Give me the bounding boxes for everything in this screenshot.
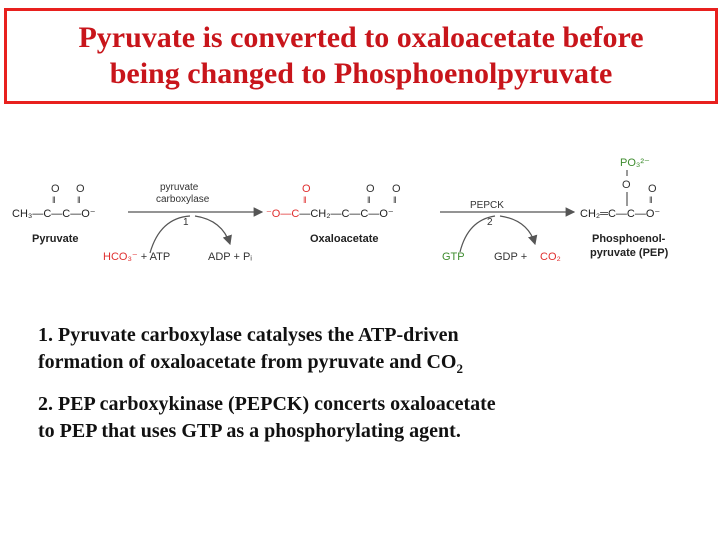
title-line-2: being changed to Phosphoenolpyruvate	[109, 57, 613, 90]
point-1-subscript: 2	[456, 361, 463, 376]
enzyme2-step: 2	[487, 217, 493, 228]
pyruvate-o1: O	[51, 183, 60, 195]
enzyme2-co2: CO₂	[540, 251, 561, 263]
point-1-line-2	[38, 349, 708, 377]
oxaloacetate-bond1: ‖	[303, 195, 307, 205]
pep-o1: O	[622, 179, 631, 191]
explanation-points	[38, 322, 708, 459]
title-line-1: Pyruvate is converted to oxaloacetate before	[78, 21, 644, 54]
enzyme1-products: ADP + Pᵢ	[208, 251, 253, 263]
enzyme1-step: 1	[183, 217, 189, 228]
point-2-line-2: to PEP that uses GTP as a phosphorylating agent.	[38, 420, 461, 442]
point-1-line-1: 1. Pyruvate carboxylase catalyses the ATP-driven	[38, 324, 459, 346]
pep-bond2: ‖	[649, 195, 653, 205]
oxaloacetate-chain: ⁻O—C—CH₂—C—C—O⁻	[266, 208, 394, 220]
enzyme2-gdp: GDP +	[494, 251, 528, 263]
pyruvate-bond2: ‖	[77, 195, 81, 205]
point-1	[38, 322, 708, 377]
reaction-svg	[0, 148, 720, 268]
reaction-diagram	[0, 148, 720, 268]
oxaloacetate-o2: O	[366, 183, 375, 195]
point-2	[38, 391, 708, 445]
oxaloacetate-bond2: ‖	[367, 195, 371, 205]
pyruvate-label: Pyruvate	[32, 233, 79, 245]
enzyme2-name: PEPCK	[470, 200, 504, 211]
oxaloacetate-label: Oxaloacetate	[310, 233, 379, 245]
point-1-line-2-text: formation of oxaloacetate from pyruvate and CO	[38, 351, 457, 373]
enzyme1-name1: pyruvate	[160, 182, 199, 193]
pep-o2: O	[648, 183, 657, 195]
pep-chain: CH₂═C—C—O⁻	[580, 208, 661, 220]
enzyme1-substrates: HCO₃⁻ + ATP	[103, 251, 171, 263]
point-2-line-1: 2. PEP carboxykinase (PEPCK) concerts oxaloacetate	[38, 393, 496, 415]
title-box	[4, 8, 718, 104]
product-curve-1	[195, 216, 230, 244]
oxaloacetate-o1: O	[302, 183, 311, 195]
enzyme1-name2: carboxylase	[156, 194, 210, 205]
pep-phosphate: PO₃²⁻	[620, 157, 650, 169]
pyruvate-chain: CH₃—C—C—O⁻	[12, 208, 96, 220]
pyruvate-bond1: ‖	[52, 195, 56, 205]
pyruvate-o2: O	[76, 183, 85, 195]
oxaloacetate-bond3: ‖	[393, 195, 397, 205]
oxaloacetate-o3: O	[392, 183, 401, 195]
product-curve-2	[500, 216, 535, 244]
pep-label-2: pyruvate (PEP)	[590, 247, 669, 259]
pep-label-1: Phosphoenol-	[592, 233, 666, 245]
enzyme2-gtp: GTP	[442, 251, 465, 263]
